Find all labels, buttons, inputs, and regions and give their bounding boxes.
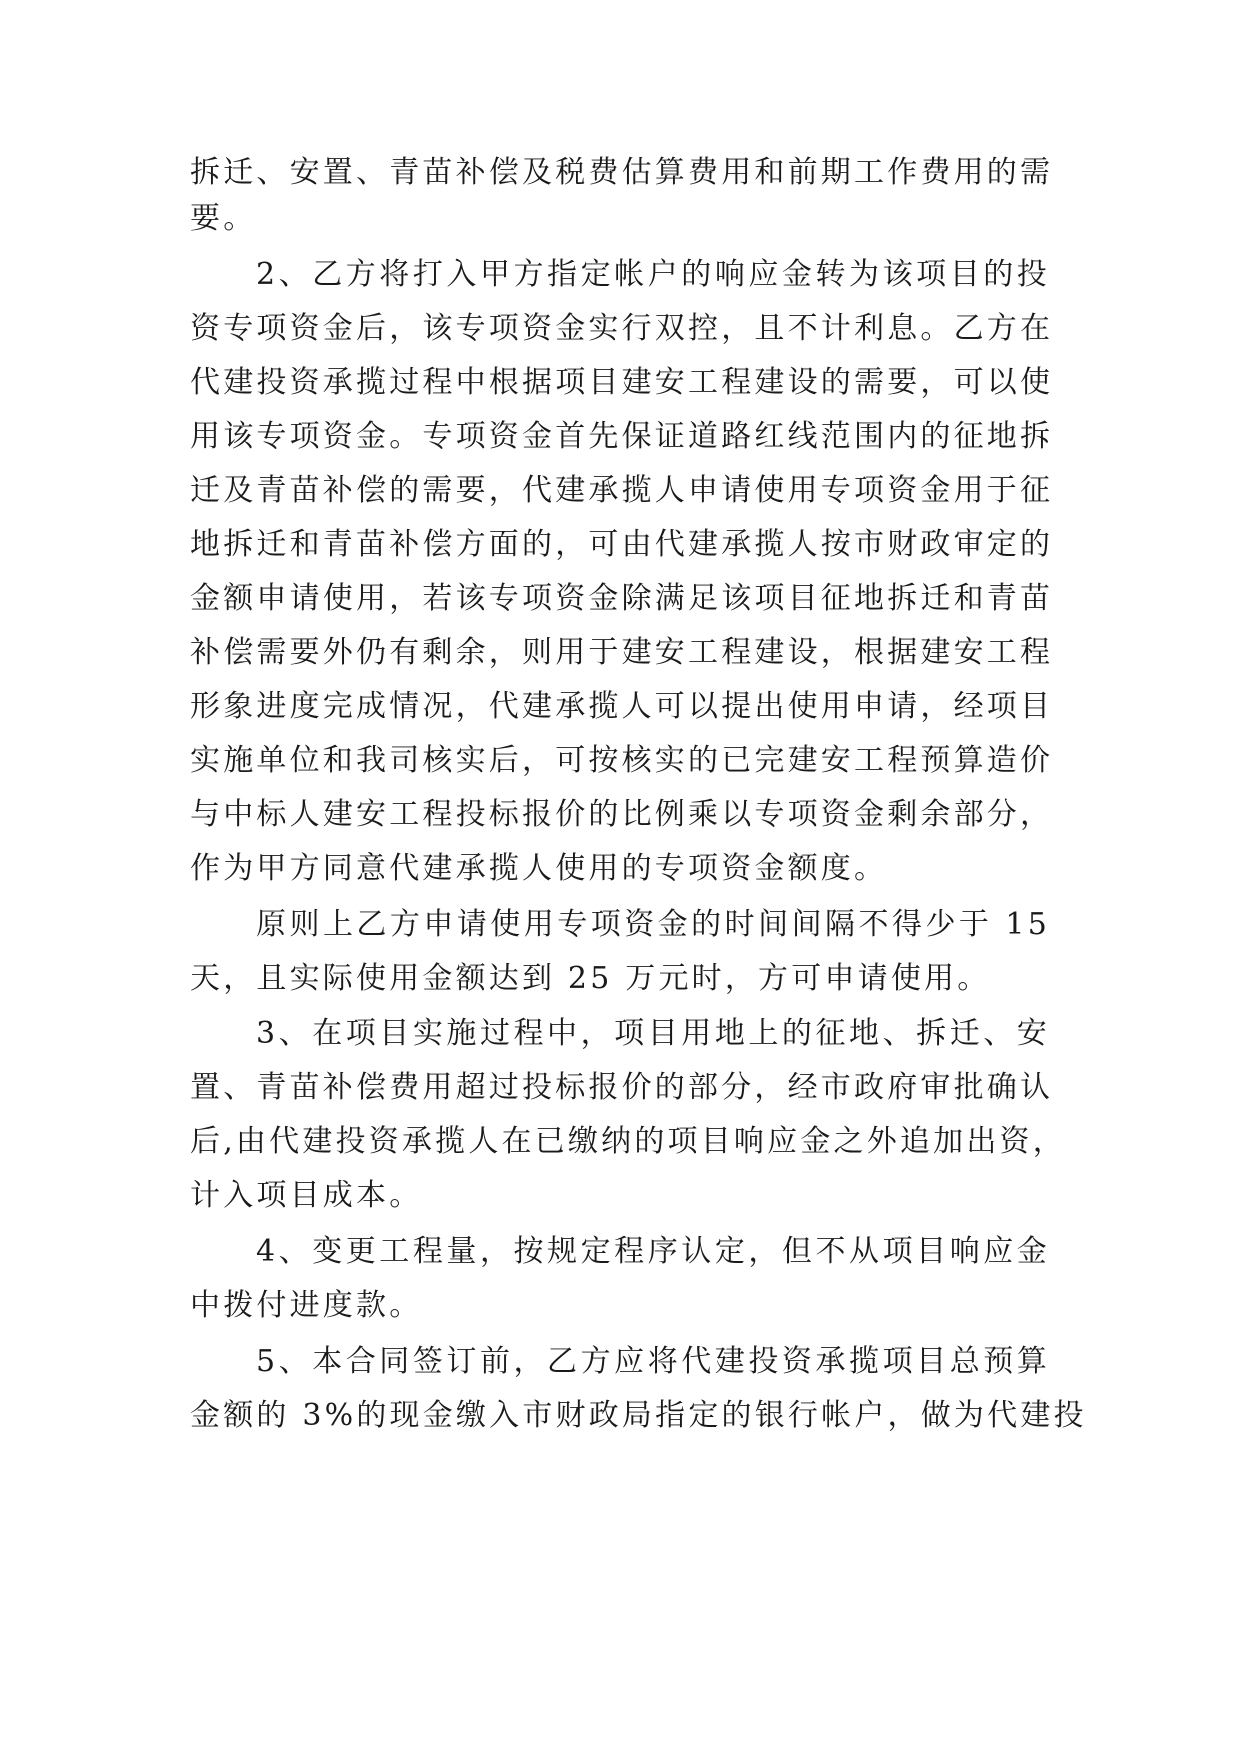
text-line: 补偿需要外仍有剩余，则用于建安工程建设，根据建安工程 [190,635,1054,670]
text-line: 形象进度完成情况，代建承揽人可以提出使用申请，经项目 [190,689,1054,724]
paragraph-start-line: 5、本合同签订前，乙方应将代建投资承揽项目总预算 [256,1344,1050,1379]
text-line: 天，且实际使用金额达到 25 万元时，方可申请使用。 [190,961,991,996]
text-line: 后,由代建投资承揽人在已缴纳的项目响应金之外追加出资， [190,1124,1066,1159]
text-line: 要。 [190,201,257,236]
text-line: 计入项目成本。 [190,1178,423,1213]
text-line: 置、青苗补偿费用超过投标报价的部分，经市政府审批确认 [190,1070,1054,1105]
text-line: 迁及青苗补偿的需要，代建承揽人申请使用专项资金用于征 [190,473,1054,508]
text-line: 与中标人建安工程投标报价的比例乘以专项资金剩余部分， [190,797,1054,832]
text-line: 作为甲方同意代建承揽人使用的专项资金额度。 [190,851,888,886]
text-line: 资专项资金后，该专项资金实行双控，且不计利息。乙方在 [190,311,1054,346]
paragraph-start-line: 2、乙方将打入甲方指定帐户的响应金转为该项目的投 [256,257,1050,292]
text-line: 代建投资承揽过程中根据项目建安工程建设的需要，可以使 [190,365,1054,400]
text-line: 实施单位和我司核实后，可按核实的已完建安工程预算造价 [190,743,1054,778]
paragraph-start-line: 4、变更工程量，按规定程序认定，但不从项目响应金 [256,1234,1050,1269]
text-line: 用该专项资金。专项资金首先保证道路红线范围内的征地拆 [190,419,1054,454]
text-line: 中拨付进度款。 [190,1288,423,1323]
text-line: 金额的 3%的现金缴入市财政局指定的银行帐户，做为代建投 [190,1398,1087,1433]
paragraph-start-line: 原则上乙方申请使用专项资金的时间间隔不得少于 15 [256,907,1050,942]
paragraph-start-line: 3、在项目实施过程中，项目用地上的征地、拆迁、安 [256,1016,1050,1051]
text-line: 金额申请使用，若该专项资金除满足该项目征地拆迁和青苗 [190,581,1054,616]
text-line: 拆迁、安置、青苗补偿及税费估算费用和前期工作费用的需 [190,155,1054,190]
text-line: 地拆迁和青苗补偿方面的，可由代建承揽人按市财政审定的 [190,527,1054,562]
